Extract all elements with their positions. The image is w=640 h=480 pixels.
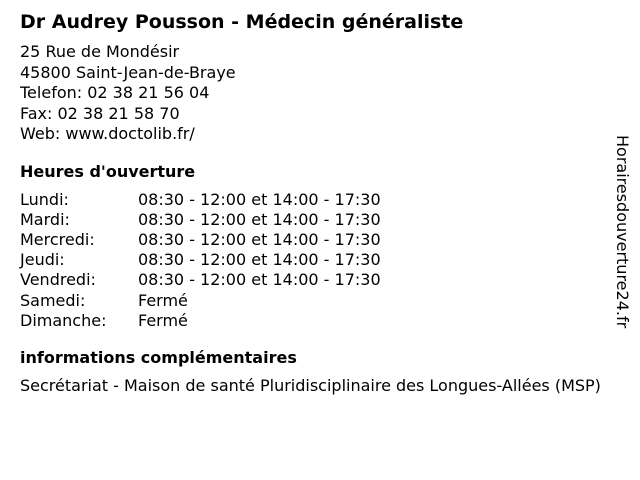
hours-row-monday	[20, 190, 381, 210]
day-label: Lundi:	[20, 189, 69, 209]
hours-row-thursday	[20, 250, 381, 270]
time-range: Fermé	[138, 310, 188, 330]
time-range: 08:30 - 12:00 et 14:00 - 17:30	[138, 189, 381, 209]
hours-row-sunday	[20, 311, 381, 331]
additional-info-text: Secrétariat - Maison de santé Pluridisciplinaire des Longues-Allées (MSP)	[20, 375, 601, 395]
postal-city: 45800 Saint-Jean-de-Braye	[20, 62, 236, 82]
day-label: Mardi:	[20, 209, 70, 229]
day-label: Jeudi:	[20, 250, 65, 270]
opening-hours-heading: Heures d'ouverture	[20, 161, 196, 181]
hours-row-tuesday	[20, 210, 381, 230]
page-title: Dr Audrey Pousson - Médecin généraliste	[20, 11, 464, 33]
day-label: Mercredi:	[20, 229, 95, 249]
street-address: 25 Rue de Mondésir	[20, 42, 180, 61]
time-range: 08:30 - 12:00 et 14:00 - 17:30	[138, 209, 381, 229]
fax-number: Fax: 02 38 21 58 70	[20, 103, 180, 123]
practice-card	[20, 10, 610, 396]
time-range: 08:30 - 12:00 et 14:00 - 17:30	[138, 229, 381, 249]
hours-row-saturday	[20, 291, 381, 311]
website: Web: www.doctolib.fr/	[20, 124, 195, 143]
day-label: Dimanche:	[20, 310, 107, 330]
opening-hours-table	[20, 190, 381, 331]
time-range: 08:30 - 12:00 et 14:00 - 17:30	[138, 250, 381, 270]
time-range: Fermé	[138, 290, 188, 310]
watermark-text: Horairesdouverture24.fr	[613, 135, 632, 329]
day-label: Samedi:	[20, 290, 86, 310]
phone-number: Telefon: 02 38 21 56 04	[20, 83, 210, 102]
day-label: Vendredi:	[20, 270, 96, 290]
time-range: 08:30 - 12:00 et 14:00 - 17:30	[138, 270, 381, 290]
address-block	[20, 42, 610, 145]
hours-row-friday	[20, 270, 381, 290]
hours-row-wednesday	[20, 230, 381, 250]
additional-info-heading: informations complémentaires	[20, 347, 297, 367]
site-watermark	[608, 135, 638, 345]
